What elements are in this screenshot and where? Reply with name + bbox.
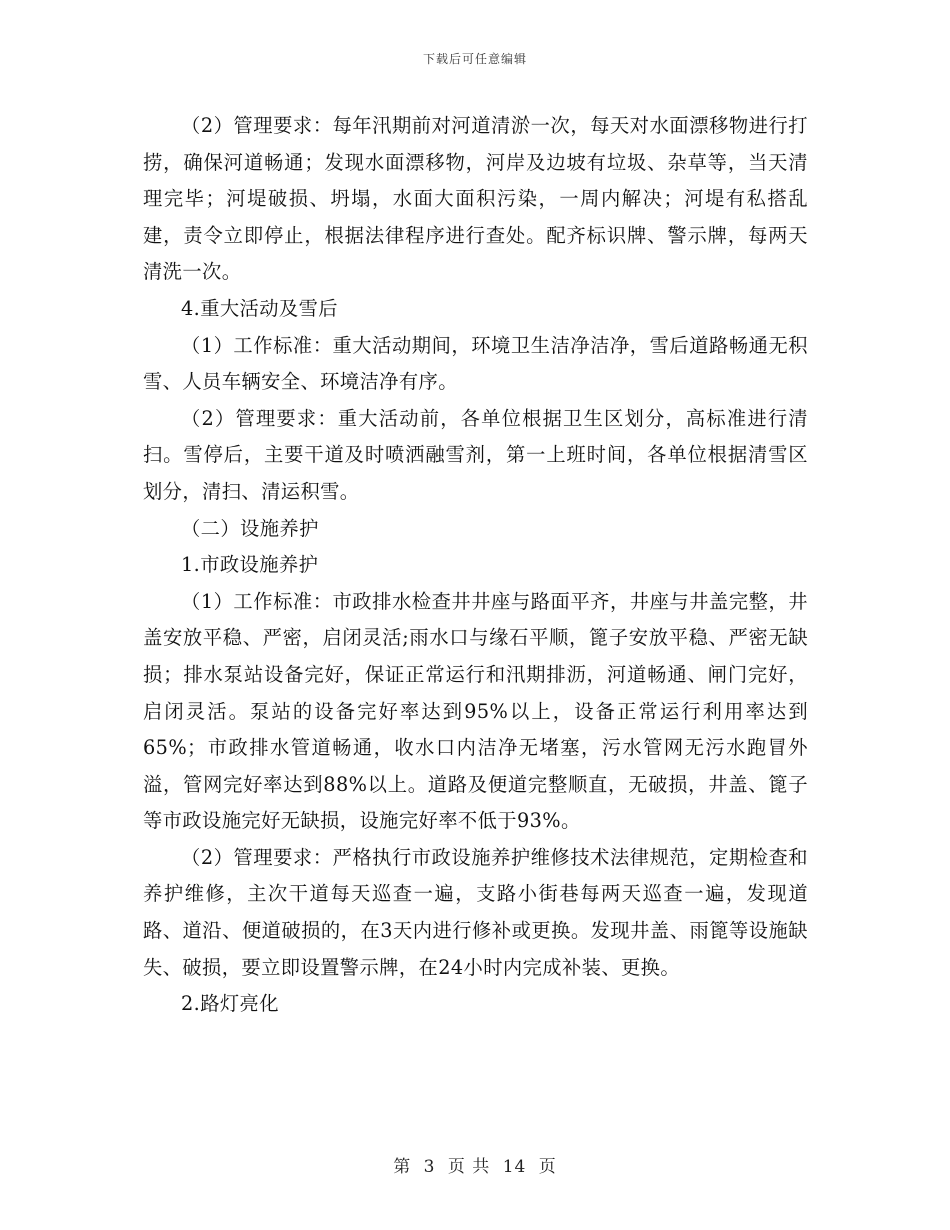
paragraph-work-standard-municipal: （1）工作标准：市政排水检查井井座与路面平齐，井座与井盖完整，井盖安放平稳、严密，启闭灵活;雨水口与缘石平顺，篦子安放平稳、严密无缺损；排水泵站设备完好，保证正常运行和汛期排沥，河道畅通、闸门完好，启闭灵活。泵站的设备完好率达到95%以上，设备正常运行利用率达到65%；市政排水管道畅通，收水口内洁净无堵塞，污水管网无污水跑冒外溢，管网完好率达到88%以上。道路及便道完整顺直，无破损，井盖、篦子等市政设施完好无缺损，设施完好率不低于93%。 xyxy=(143,589,808,833)
paragraph-management-requirements-river: （2）管理要求：每年汛期前对河道清淤一次，每天对水面漂移物进行打捞，确保河道畅通；发现水面漂移物，河岸及边坡有垃圾、杂草等，当天清理完毕；河堤破损、坍塌，水面大面积污染，一周内解决；河堤有私搭乱建，责令立即停止，根据法律程序进行查处。配齐标识牌、警示牌，每两天清洗一次。 xyxy=(143,114,808,284)
footer-middle: 页 共 xyxy=(447,1157,491,1177)
heading-major-events-snow: 4.重大活动及雪后 xyxy=(181,296,338,320)
section-heading-facility-maintenance: （二）设施养护 xyxy=(181,516,319,540)
heading-municipal-facility-maintenance: 1.市政设施养护 xyxy=(181,553,319,577)
page-footer xyxy=(0,1152,950,1177)
paragraph-management-requirements-events: （2）管理要求：重大活动前，各单位根据卫生区划分，高标准进行清扫。雪停后，主要干道及时喷洒融雪剂，第一上班时间，各单位根据清雪区划分，清扫、清运积雪。 xyxy=(143,406,808,503)
footer-total-pages: 14 xyxy=(502,1157,527,1177)
footer-page-number: 3 xyxy=(423,1157,436,1177)
footer-prefix: 第 xyxy=(393,1157,412,1177)
paragraph-management-requirements-municipal: （2）管理要求：严格执行市政设施养护维修技术法律规范，定期检查和养护维修，主次干道每天巡查一遍，支路小街巷每两天巡查一遍，发现道路、道沿、便道破损的，在3天内进行修补或更换。发现井盖、雨篦等设施缺失、破损，要立即设置警示牌，在24小时内完成补装、更换。 xyxy=(143,845,808,979)
heading-street-lighting: 2.路灯亮化 xyxy=(181,992,279,1016)
page-header: 下载后可任意编辑 xyxy=(422,52,527,66)
footer-suffix: 页 xyxy=(538,1157,557,1177)
paragraph-work-standard-events: （1）工作标准：重大活动期间，环境卫生洁净洁净，雪后道路畅通无积雪、人员车辆安全、环境洁净有序。 xyxy=(143,333,808,394)
document-body xyxy=(143,108,808,1023)
